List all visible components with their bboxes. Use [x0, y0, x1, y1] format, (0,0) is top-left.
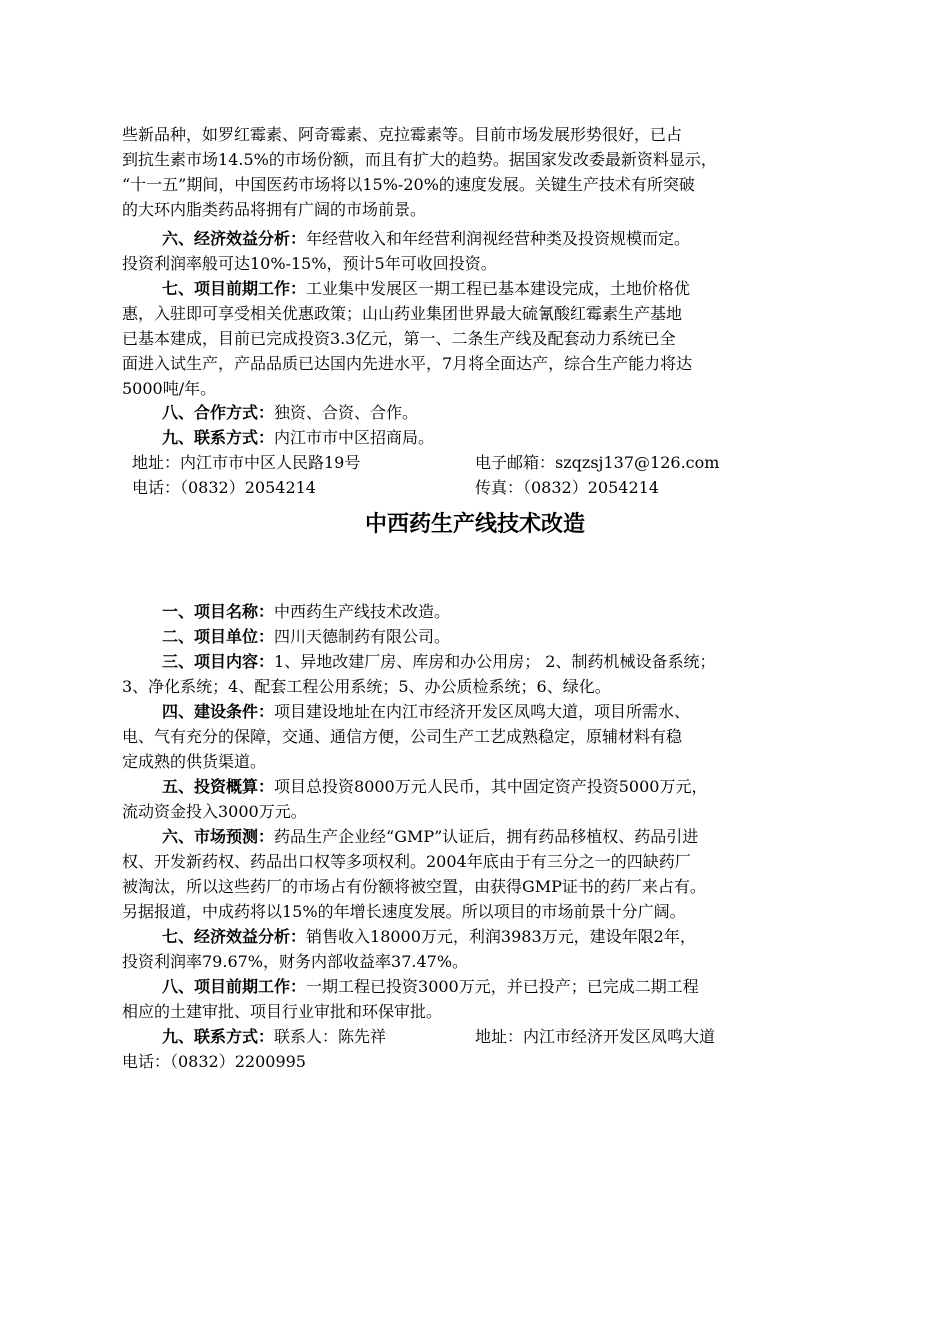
market-paragraph	[122, 824, 822, 924]
investment-line: 流动资金投入3000万元。	[122, 802, 307, 821]
project-name-label: 一、项目名称：	[162, 602, 275, 621]
pre-work-text: 工业集中发展区一期工程已基本建设完成，土地价格优	[306, 279, 691, 298]
contact2-label: 九、联系方式：	[162, 1027, 275, 1046]
investment-label: 五、投资概算：	[162, 777, 275, 796]
market-line: 权、开发新药权、药品出口权等多项权利。2004年底由于有三分之一的四缺药厂	[122, 852, 691, 871]
conditions-text: 项目建设地址在内江市经济开发区凤鸣大道，项目所需水、	[274, 702, 691, 721]
investment-text: 项目总投资8000万元人民币，其中固定资产投资5000万元，	[274, 777, 708, 796]
contact-paragraph	[122, 425, 822, 450]
market-label: 六、市场预测：	[162, 827, 275, 846]
econ2-text: 销售收入18000万元，利润3983万元，建设年限2年，	[306, 927, 696, 946]
econ2-line: 投资利润率79.67%，财务内部收益率37.47%。	[122, 952, 469, 971]
contact2-address: 地址：内江市经济开发区凤鸣大道	[475, 1027, 716, 1046]
conditions-line: 电、气有充分的保障，交通、通信方便，公司生产工艺成熟稳定，原辅材料有稳	[122, 727, 683, 746]
econ2-paragraph	[122, 924, 822, 974]
pre-work-line: 面进入试生产，产品品质已达国内先进水平，7月将全面达产，综合生产能力将达	[122, 354, 693, 373]
conditions-paragraph	[122, 699, 822, 774]
cooperation-text: 独资、合资、合作。	[274, 403, 419, 422]
econ2-label: 七、经济效益分析：	[162, 927, 307, 946]
contact-address: 地址：内江市市中区人民路19号	[132, 453, 361, 472]
project-content-paragraph	[122, 649, 822, 699]
pre-work-label: 七、项目前期工作：	[162, 279, 307, 298]
project-content-label: 三、项目内容：	[162, 652, 275, 671]
project-name-paragraph	[122, 599, 822, 624]
contact-text: 内江市市中区招商局。	[274, 428, 435, 447]
econ-text: 年经营收入和年经营利润视经营种类及投资规模而定。	[306, 229, 691, 248]
contact2-paragraph	[122, 1024, 822, 1074]
intro-line: 些新品种，如罗红霉素、阿奇霉素、克拉霉素等。目前市场发展形势很好，已占	[122, 125, 683, 144]
intro-line: 到抗生素市场14.5%的市场份额，而且有扩大的趋势。据国家发改委最新资料显示，	[122, 150, 717, 169]
investment-paragraph	[122, 774, 822, 824]
pre-work-paragraph	[122, 276, 822, 401]
contact-label: 九、联系方式：	[162, 428, 275, 447]
project-unit-paragraph	[122, 624, 822, 649]
intro-line: 的大环内脂类药品将拥有广阔的市场前景。	[122, 200, 427, 219]
pre-work-line: 5000吨/年。	[122, 379, 217, 398]
pre-work2-paragraph	[122, 974, 822, 1024]
section-title: 中西药生产线技术改造	[364, 512, 585, 537]
pre-work-line: 已基本建成，目前已完成投资3.3亿元，第一、二条生产线及配套动力系统已全	[122, 329, 676, 348]
econ-paragraph	[122, 226, 822, 276]
project-content-line: 3、净化系统；4、配套工程公用系统；5、办公质检系统；6、绿化。	[122, 677, 611, 696]
market-line: 另据报道，中成药将以15%的年增长速度发展。所以项目的市场前景十分广阔。	[122, 902, 686, 921]
intro-line: “十一五”期间，中国医药市场将以15%-20%的速度发展。关键生产技术有所突破	[122, 175, 695, 194]
conditions-label: 四、建设条件：	[162, 702, 275, 721]
econ-line: 投资利润率般可达10%-15%，预计5年可收回投资。	[122, 254, 497, 273]
project-unit-label: 二、项目单位：	[162, 627, 275, 646]
market-line: 被淘汰，所以这些药厂的市场占有份额将被空置，由获得GMP证书的药厂来占有。	[122, 877, 706, 896]
econ-label: 六、经济效益分析：	[162, 229, 307, 248]
cooperation-label: 八、合作方式：	[162, 403, 275, 422]
pre-work2-line: 相应的土建审批、项目行业审批和环保审批。	[122, 1002, 443, 1021]
contact-phone: 电话：（0832）2054214	[132, 478, 316, 497]
contact-email: 电子邮箱：szqzsj137@126.com	[475, 453, 720, 472]
project-unit-text: 四川天德制药有限公司。	[274, 627, 451, 646]
contact2-phone: 电话：（0832）2200995	[122, 1052, 306, 1071]
pre-work-line: 惠，入驻即可享受相关优惠政策；山山药业集团世界最大硫氰酸红霉素生产基地	[122, 304, 683, 323]
project-content-text: 1、异地改建厂房、库房和办公用房； 2、制药机械设备系统；	[274, 652, 716, 671]
project-name-text: 中西药生产线技术改造。	[274, 602, 451, 621]
market-text: 药品生产企业经“GMP”认证后，拥有药品移植权、药品引进	[274, 827, 699, 846]
cooperation-paragraph	[122, 400, 822, 425]
intro-paragraph	[122, 122, 822, 222]
conditions-line: 定成熟的供货渠道。	[122, 752, 267, 771]
contact2-person: 联系人：陈先祥	[274, 1027, 387, 1046]
pre-work2-label: 八、项目前期工作：	[162, 977, 307, 996]
pre-work2-text: 一期工程已投资3000万元，并已投产；已完成二期工程	[306, 977, 699, 996]
contact-fax: 传真：（0832）2054214	[475, 478, 659, 497]
